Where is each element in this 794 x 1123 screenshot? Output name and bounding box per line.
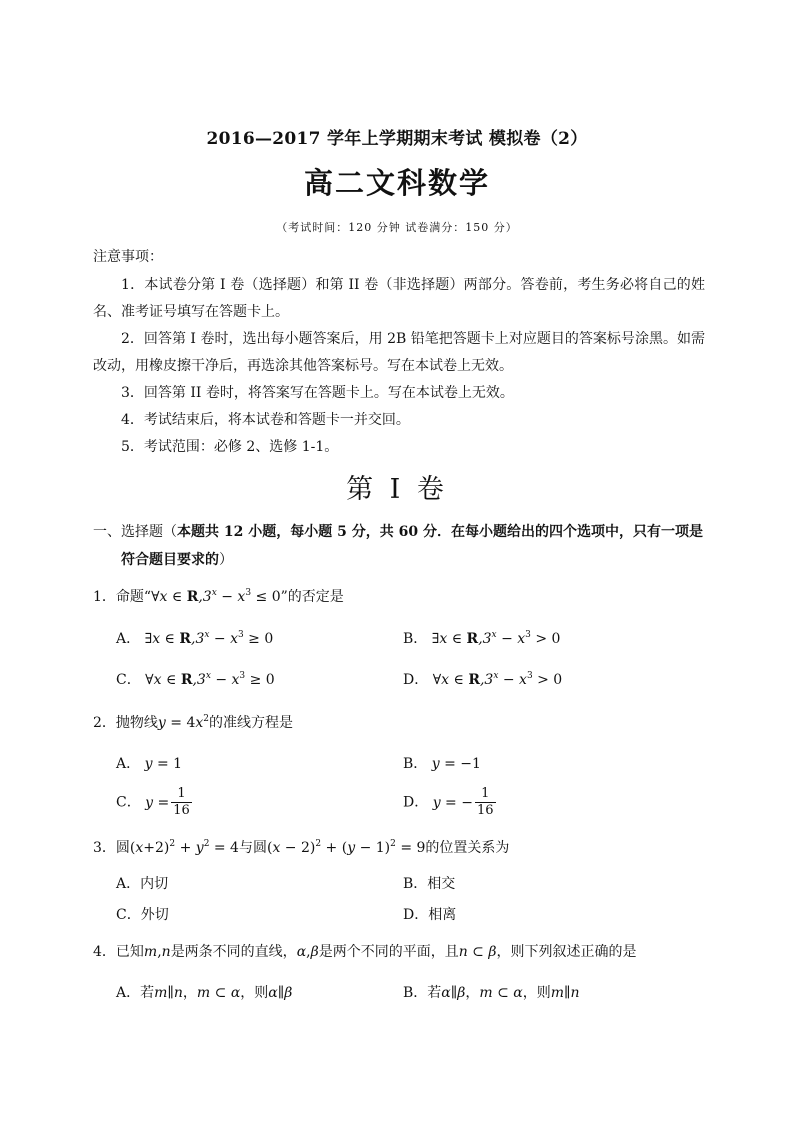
question-3-formula-1: $(x+2)^2 + y^2 = 4$ bbox=[129, 839, 239, 856]
question-4-condition: n ⊂ β bbox=[458, 944, 497, 960]
option-connector: ，则 bbox=[240, 985, 269, 1001]
part-instructions-2: 符合题目要求的 bbox=[121, 552, 219, 568]
question-2-number: 2．抛物线 bbox=[93, 715, 158, 731]
note-item: 4．考试结束后，将本试卷和答题卡一并交回。 bbox=[121, 412, 410, 428]
question-1-stem bbox=[93, 586, 344, 606]
question-4-option-b[interactable] bbox=[403, 982, 579, 1002]
question-1-option-a[interactable] bbox=[116, 628, 273, 648]
option-label: A． bbox=[116, 631, 141, 647]
fraction-numerator: 1 bbox=[171, 786, 192, 803]
question-3-option-c[interactable]: C．外切 bbox=[116, 907, 169, 923]
question-2-tail: 的准线方程是 bbox=[209, 715, 294, 731]
note-item: 1．本试卷分第 I 卷（选择题）和第 II 卷（非选择题）两部分。答卷前，考生务必将自己的姓名、准考证号填写在答题卡上。 bbox=[93, 277, 705, 320]
option-formula: y = 1 bbox=[144, 756, 183, 772]
option-value: 1 bbox=[173, 756, 183, 772]
question-4-connector-1: 是两条不同的直线， bbox=[170, 944, 297, 960]
question-3-option-d[interactable]: D．相离 bbox=[403, 907, 457, 923]
question-1-number: 1．命题“ bbox=[93, 589, 152, 605]
note-item: 2．回答第 I 卷时，选出每小题答案后，用 2B 铅笔把答题卡上对应题目的答案标号涂黑。如需改动，用橡皮擦干净后，再选涂其他答案标号。写在本试卷上无效。 bbox=[93, 331, 705, 374]
part-prefix: 一、选择题（ bbox=[93, 524, 177, 540]
question-2-option-a[interactable] bbox=[116, 753, 182, 773]
note-item: 3．回答第 II 卷时，将答案写在答题卡上。写在本试卷上无效。 bbox=[121, 385, 514, 401]
option-label: B．若 bbox=[403, 985, 442, 1001]
question-1-formula: ∀x ∈ $R,3^x - x^3 \le 0$ bbox=[151, 588, 281, 605]
question-3-number: 3．圆 bbox=[93, 840, 130, 856]
option-label: D． bbox=[403, 794, 429, 811]
question-4-option-a[interactable] bbox=[116, 982, 292, 1002]
option-conclusion: m∥n bbox=[550, 985, 580, 1001]
section-title: 第 I 卷 bbox=[346, 474, 448, 505]
fraction-numerator: 1 bbox=[475, 786, 496, 803]
question-4-number: 4．已知 bbox=[93, 944, 144, 960]
option-formula: m∥n，m ⊂ α bbox=[154, 985, 241, 1001]
option-label: B． bbox=[403, 756, 428, 772]
question-1-option-c[interactable] bbox=[116, 669, 275, 689]
option-formula: y = $\frac{1}{16}$ bbox=[145, 786, 190, 818]
option-formula: ∀x ∈ $R,3^x - x^3 \ge 0$ bbox=[145, 671, 275, 688]
question-4-stem bbox=[93, 941, 636, 961]
question-3-tail: 的位置关系为 bbox=[425, 840, 510, 856]
exam-title: 高二文科数学 bbox=[303, 166, 490, 200]
question-2-formula: $y = 4x^2$ bbox=[157, 714, 210, 731]
question-3-option-b[interactable]: B．相交 bbox=[403, 876, 456, 892]
option-formula: α∥β，m ⊂ α bbox=[441, 985, 523, 1001]
question-4-planes: α,β bbox=[296, 944, 319, 960]
fraction-denominator: 16 bbox=[173, 803, 190, 818]
part-heading bbox=[93, 518, 705, 574]
fraction bbox=[475, 786, 496, 819]
question-4-tail: ，则下列叙述正确的是 bbox=[496, 944, 637, 960]
option-connector: ，则 bbox=[522, 985, 551, 1001]
option-formula: ∃x ∈ $R,3^x - x^3 > 0$ bbox=[431, 630, 561, 647]
exam-time-info: （考试时间：120 分钟 试卷满分：150 分） bbox=[276, 221, 518, 234]
question-2-option-d[interactable] bbox=[403, 786, 498, 819]
question-1-option-b[interactable] bbox=[403, 628, 560, 648]
question-3-option-a[interactable]: A．内切 bbox=[116, 876, 169, 892]
notes-heading: 注意事项： bbox=[93, 249, 163, 265]
part-instructions: 本题共 12 小题，每小题 5 分，共 60 分．在每小题给出的四个选项中，只有一项是 bbox=[177, 524, 703, 540]
option-label: A．若 bbox=[116, 985, 155, 1001]
option-conclusion: α∥β bbox=[268, 985, 293, 1001]
note-item: 5．考试范围：必修 2、选修 1-1。 bbox=[121, 439, 339, 455]
question-2-option-b[interactable] bbox=[403, 753, 481, 773]
fraction-denominator: 16 bbox=[476, 803, 494, 818]
option-label: B． bbox=[403, 631, 428, 647]
option-label: C． bbox=[116, 794, 141, 811]
question-3-formula-2: $(x - 2)^2 + (y - 1)^2 = 9$ bbox=[266, 839, 426, 856]
part-suffix: ） bbox=[219, 552, 233, 568]
option-formula: ∀x ∈ $R,3^x - x^3 > 0$ bbox=[432, 671, 563, 688]
question-1-tail: ”的否定是 bbox=[280, 589, 344, 605]
option-label: A． bbox=[116, 756, 141, 772]
option-label: C． bbox=[116, 672, 141, 688]
option-formula: ∃x ∈ $R,3^x - x^3 \ge 0$ bbox=[144, 630, 274, 647]
question-2-option-c[interactable] bbox=[116, 786, 194, 819]
question-1-option-d[interactable] bbox=[403, 669, 562, 689]
question-3-connector: 与圆 bbox=[238, 840, 267, 856]
option-formula: y = −1 bbox=[431, 756, 481, 772]
question-4-lines: m,n bbox=[143, 944, 171, 960]
exam-subtitle: 2016—2017 学年上学期期末考试 模拟卷（2） bbox=[206, 129, 588, 149]
question-3-stem bbox=[93, 837, 509, 857]
fraction bbox=[171, 786, 192, 819]
question-2-stem bbox=[93, 712, 293, 732]
option-label: D． bbox=[403, 672, 429, 688]
part-heading-line2 bbox=[93, 546, 705, 574]
option-formula: y = − $\frac{1}{16}$ bbox=[432, 786, 494, 818]
option-value: −1 bbox=[460, 756, 481, 772]
question-4-connector-2: 是两个不同的平面，且 bbox=[318, 944, 459, 960]
